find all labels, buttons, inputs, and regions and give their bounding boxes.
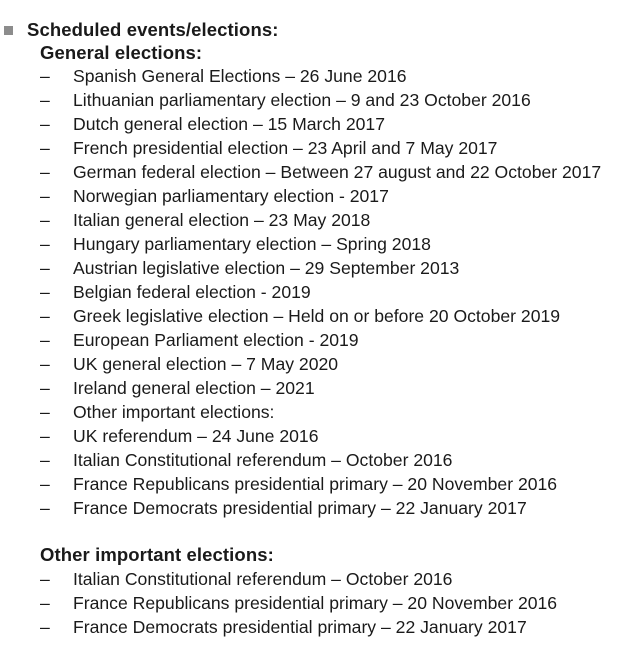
list-item-text: France Democrats presidential primary – 22 January 2017 <box>73 617 527 637</box>
list-item <box>40 88 601 112</box>
dash-marker: – <box>40 282 50 302</box>
list-item-text: UK referendum – 24 June 2016 <box>73 426 319 446</box>
list-item <box>40 208 601 232</box>
list-item-text: France Republicans presidential primary – 20 November 2016 <box>73 474 558 494</box>
list-item <box>40 352 601 376</box>
list-item <box>40 400 601 424</box>
list-item-text: Spanish General Elections – 26 June 2016 <box>73 66 407 86</box>
dash-marker: – <box>40 138 50 158</box>
list-item-text: French presidential election – 23 April and 7 May 2017 <box>73 138 498 158</box>
list-item-text: France Republicans presidential primary – 20 November 2016 <box>73 593 558 613</box>
square-bullet-icon <box>4 26 13 35</box>
dash-marker: – <box>40 474 50 494</box>
list-item <box>40 591 557 615</box>
list-item-text: Other important elections: <box>73 402 275 422</box>
list-item-text: Austrian legislative election – 29 September 2013 <box>73 258 460 278</box>
list-item-text: Italian Constitutional referendum – October 2016 <box>73 450 453 470</box>
list-item <box>40 424 601 448</box>
dash-marker: – <box>40 378 50 398</box>
list-item <box>40 567 557 591</box>
list-item-text: Italian Constitutional referendum – October 2016 <box>73 569 453 589</box>
list-item-text: Greek legislative election – Held on or before 20 October 2019 <box>73 306 561 326</box>
dash-marker: – <box>40 90 50 110</box>
general-elections-list <box>40 64 601 520</box>
dash-marker: – <box>40 186 50 206</box>
list-item-text: Belgian federal election - 2019 <box>73 282 311 302</box>
list-item-text: Hungary parliamentary election – Spring 2018 <box>73 234 431 254</box>
dash-marker: – <box>40 426 50 446</box>
list-item-text: Dutch general election – 15 March 2017 <box>73 114 385 134</box>
list-item-text: Lithuanian parliamentary election – 9 and 23 October 2016 <box>73 90 531 110</box>
list-item-text: Ireland general election – 2021 <box>73 378 315 398</box>
list-item <box>40 304 601 328</box>
dash-marker: – <box>40 114 50 134</box>
list-item <box>40 64 601 88</box>
dash-marker: – <box>40 162 50 182</box>
list-item <box>40 448 601 472</box>
list-item <box>40 184 601 208</box>
other-important-elections-list <box>40 567 557 639</box>
dash-marker: – <box>40 450 50 470</box>
section-title-other-important-elections: Other important elections: <box>40 544 274 565</box>
dash-marker: – <box>40 498 50 518</box>
list-item <box>40 328 601 352</box>
dash-marker: – <box>40 569 50 589</box>
main-heading <box>4 17 279 43</box>
dash-marker: – <box>40 330 50 350</box>
dash-marker: – <box>40 402 50 422</box>
list-item <box>40 136 601 160</box>
list-item <box>40 472 601 496</box>
list-item-text: Italian general election – 23 May 2018 <box>73 210 371 230</box>
list-item <box>40 256 601 280</box>
main-heading-text: Scheduled events/elections: <box>27 19 279 40</box>
list-item-text: France Democrats presidential primary – 22 January 2017 <box>73 498 527 518</box>
list-item-text: UK general election – 7 May 2020 <box>73 354 339 374</box>
list-item <box>40 615 557 639</box>
dash-marker: – <box>40 210 50 230</box>
list-item-text: European Parliament election - 2019 <box>73 330 359 350</box>
list-item-text: German federal election – Between 27 august and 22 October 2017 <box>73 162 602 182</box>
section-title-general-elections: General elections: <box>40 42 203 63</box>
list-item <box>40 160 601 184</box>
list-item <box>40 232 601 256</box>
dash-marker: – <box>40 258 50 278</box>
list-item-text: Norwegian parliamentary election - 2017 <box>73 186 389 206</box>
list-item <box>40 280 601 304</box>
list-item <box>40 496 601 520</box>
dash-marker: – <box>40 306 50 326</box>
dash-marker: – <box>40 617 50 637</box>
list-item <box>40 112 601 136</box>
dash-marker: – <box>40 593 50 613</box>
dash-marker: – <box>40 234 50 254</box>
dash-marker: – <box>40 66 50 86</box>
list-item <box>40 376 601 400</box>
dash-marker: – <box>40 354 50 374</box>
